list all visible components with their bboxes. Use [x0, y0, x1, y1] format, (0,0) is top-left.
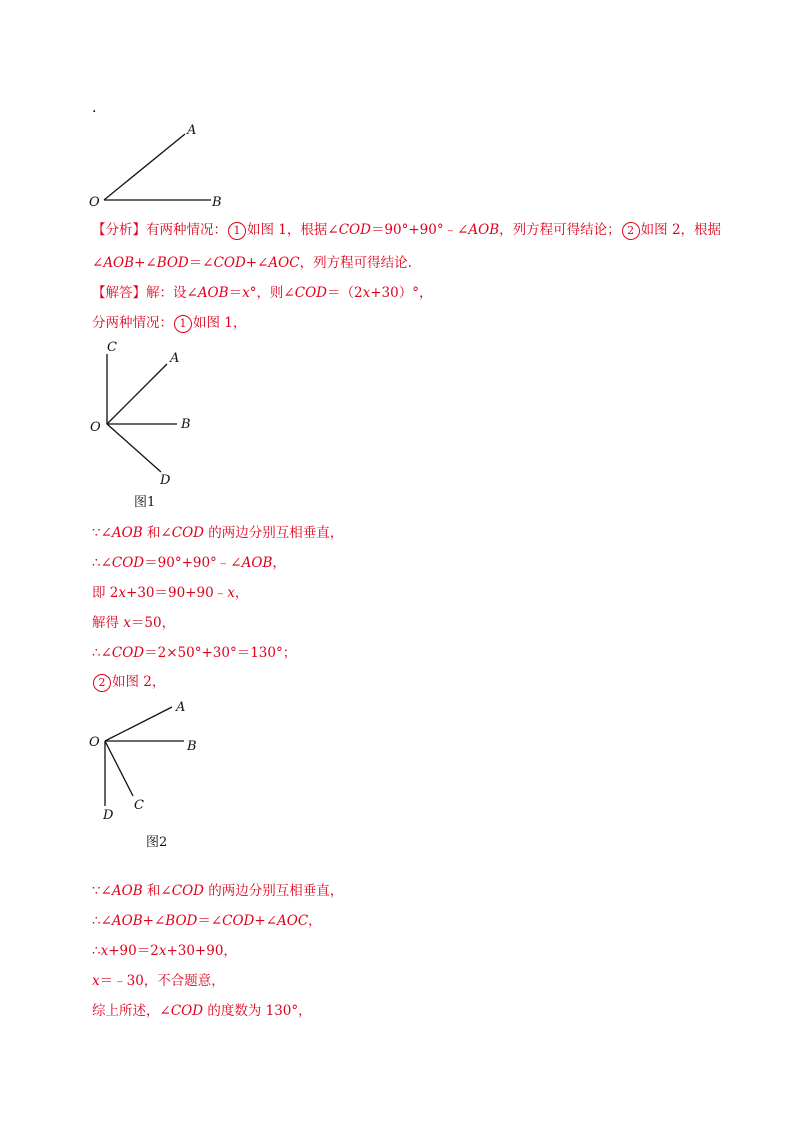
- text-run: +∠: [134, 255, 157, 271]
- math-var: BOD: [165, 913, 198, 929]
- text-run: 的两边分别互相垂直，: [204, 525, 344, 541]
- label-o: O: [90, 420, 101, 435]
- figure-2-caption: 图2: [146, 835, 168, 850]
- label-o: O: [89, 195, 100, 210]
- text-run: ，: [272, 555, 286, 571]
- label-b: B: [212, 195, 222, 210]
- text-run: 有两种情况：: [146, 222, 227, 238]
- reason-line-5: [92, 643, 296, 663]
- reason-line-7: [92, 881, 343, 901]
- solution-line: [92, 283, 432, 303]
- math-var: AOB: [103, 255, 135, 271]
- analysis-line-2: [92, 253, 412, 273]
- math-var: COD: [111, 555, 145, 571]
- math-var: COD: [213, 255, 246, 271]
- reason-line-4: [92, 613, 175, 633]
- label-a: A: [187, 123, 197, 138]
- text-run: ∠: [92, 255, 104, 271]
- text-run: ∴∠: [92, 645, 112, 661]
- text-run: ∴∠: [92, 555, 112, 571]
- text-run: ＝∠: [188, 255, 214, 271]
- label-b: B: [187, 739, 197, 754]
- label-c: C: [134, 798, 144, 813]
- text-run: ，列方程可得结论.: [299, 255, 412, 271]
- text-run: 分两种情况：: [92, 315, 173, 331]
- text-run: +90＝2: [108, 943, 159, 959]
- cases-line: [92, 313, 246, 333]
- figure-2-svg: [86, 695, 216, 855]
- math-var: AOB: [468, 222, 500, 238]
- figure-1: [86, 338, 216, 514]
- text-run: 解：设∠: [146, 285, 198, 301]
- ray-oa: [104, 134, 185, 200]
- math-var: AOB: [241, 555, 273, 571]
- math-var: COD: [170, 1003, 204, 1019]
- figure-angle-aob: [88, 118, 248, 210]
- text-run: ＝90°+90°﹣∠: [144, 555, 242, 571]
- reason-line-10: [92, 971, 225, 991]
- label-a: A: [176, 700, 186, 715]
- analysis-line-1: [92, 220, 721, 240]
- analysis-tag: 【分析】: [92, 222, 146, 238]
- text-run: ＝﹣30，不合题意，: [99, 973, 225, 989]
- conclusion-line: [92, 1001, 312, 1021]
- math-var: AOC: [268, 255, 300, 271]
- text-run: ＝90°+90°﹣∠: [370, 222, 469, 238]
- text-run: 和∠: [142, 883, 172, 899]
- text-run: 如图 2，: [112, 674, 166, 690]
- text-run: ＝: [228, 285, 243, 301]
- text-run: °，则∠: [249, 285, 295, 301]
- label-b: B: [181, 417, 191, 432]
- figure-1-caption: 图1: [134, 495, 156, 510]
- text-run: +30＝90+90﹣: [126, 585, 228, 601]
- case-2-line: [92, 672, 165, 692]
- text-run: ，: [234, 585, 249, 601]
- text-run: +∠: [245, 255, 269, 271]
- math-var: AOB: [111, 525, 143, 541]
- text-run: ，列方程可得结论；: [499, 222, 621, 238]
- reason-line-9: [92, 941, 237, 961]
- solution-tag: 【解答】: [92, 285, 146, 301]
- math-var: x: [118, 585, 127, 601]
- math-var: COD: [111, 645, 145, 661]
- math-var: COD: [171, 525, 204, 541]
- text-run: 综上所述，∠: [92, 1003, 171, 1019]
- text-run: 解得: [92, 615, 124, 631]
- text-run: ＝∠: [197, 913, 223, 929]
- math-var: x: [123, 615, 131, 631]
- text-run: ∵∠: [92, 525, 112, 541]
- text-run: 如图 1，: [193, 315, 247, 331]
- text-run: +∠: [254, 913, 278, 929]
- math-var: x: [158, 943, 167, 959]
- reason-line-1: [92, 523, 343, 543]
- math-var: x: [92, 973, 100, 989]
- circled-number: 2: [93, 674, 111, 692]
- figure-2: [86, 695, 216, 855]
- text-run: ，: [308, 913, 322, 929]
- text-run: +30+90，: [166, 943, 237, 959]
- text-run: +∠: [142, 913, 166, 929]
- text-run: 即 2: [92, 585, 119, 601]
- top-dot: .: [92, 100, 97, 116]
- figure-1-svg: [86, 338, 216, 514]
- reason-line-8: [92, 911, 322, 931]
- label-d: D: [160, 473, 171, 488]
- text-run: 如图 2，根据: [640, 222, 722, 238]
- ray-od: [107, 424, 161, 472]
- text-run: 的度数为 130°，: [203, 1003, 312, 1019]
- math-var: x: [242, 285, 250, 301]
- math-var: BOD: [156, 255, 189, 271]
- text-run: 和∠: [142, 525, 172, 541]
- circled-number: 1: [228, 222, 246, 240]
- math-var: COD: [294, 285, 327, 301]
- math-var: x: [227, 585, 235, 601]
- text-run: ∴: [92, 943, 101, 959]
- text-run: +30）°，: [370, 285, 433, 301]
- label-c: C: [107, 340, 117, 355]
- reason-line-3: [92, 583, 248, 603]
- math-var: COD: [338, 222, 371, 238]
- math-var: COD: [171, 883, 204, 899]
- label-o: O: [89, 735, 100, 750]
- label-a: A: [170, 351, 180, 366]
- reason-line-2: [92, 553, 286, 573]
- math-var: x: [100, 943, 109, 959]
- math-var: AOB: [111, 883, 143, 899]
- figure-angle-aob-svg: [88, 118, 248, 210]
- circled-number: 2: [622, 222, 640, 240]
- text-run: ∴∠: [92, 913, 112, 929]
- math-var: COD: [222, 913, 255, 929]
- ray-oa: [105, 707, 172, 741]
- math-var: AOB: [197, 285, 229, 301]
- label-d: D: [103, 808, 114, 823]
- ray-oa: [107, 364, 167, 424]
- math-var: x: [362, 285, 371, 301]
- text-run: ＝（2: [326, 285, 363, 301]
- math-var: AOC: [277, 913, 309, 929]
- text-run: 如图 1，根据∠: [247, 222, 339, 238]
- text-run: ＝2×50°+30°＝130°；: [144, 645, 297, 661]
- text-run: 的两边分别互相垂直，: [204, 883, 344, 899]
- text-run: ∵∠: [92, 883, 112, 899]
- text-run: ＝50，: [130, 615, 176, 631]
- ray-oc: [105, 741, 133, 796]
- math-var: AOB: [111, 913, 143, 929]
- circled-number: 1: [174, 315, 192, 333]
